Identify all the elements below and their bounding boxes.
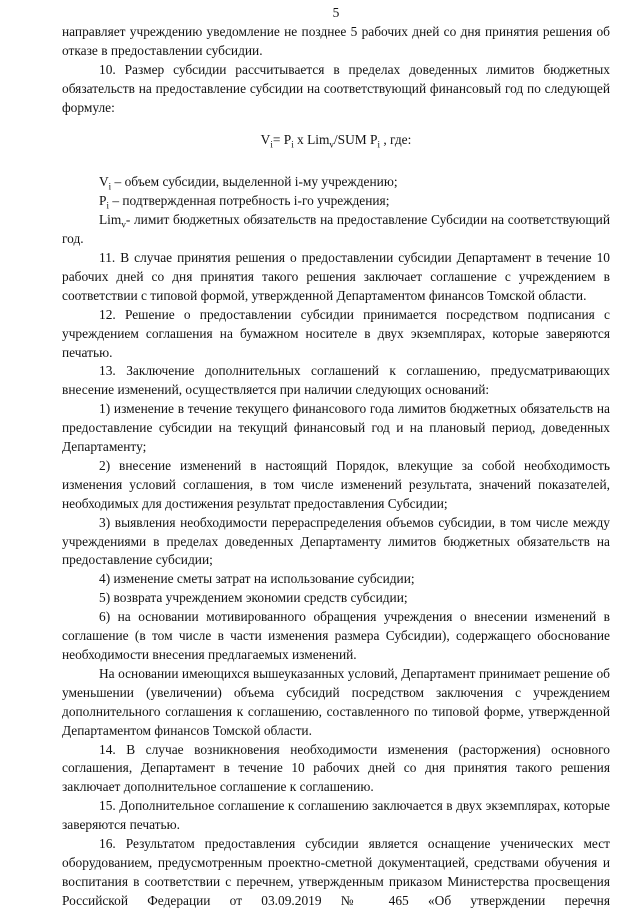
paragraph-13-final: На основании имеющихся вышеуказанных условий, Департамент принимает решение об уменьшении (увеличении) объема субсидий посредством заключения с учреждением дополнительного соглашения к соглашению, составленного по типовой форме, утвержденной Департаментом финансов Томской области.	[62, 665, 610, 738]
definition-lim: Lim$_v$- лимит бюджетных обязательств на предоставление Субсидии на соответствующий год.	[62, 212, 610, 247]
paragraph-13-item-2: 2) внесение изменений в настоящий Порядок, влекущие за собой необходимость изменения условий соглашения, в том числе изменений результата, значений показателей, необходимых для достижения результат предоставления Субсидии;	[62, 457, 610, 511]
paragraph-13-item-5: 5) возврата учреждением экономии средств субсидии;	[99, 590, 408, 606]
paragraph-16: 16. Результатом предоставления субсидии является оснащение ученических мест оборудованием, предусмотренным проектно-сметной документацией, средствами обучения и воспитания в соответствии с перечнем, утвержденным приказом Министерства просвещения Российской Федерации от 03.09.2019 № 465 «Об утверждении перечня	[62, 836, 610, 908]
paragraph-13-item-3: 3) выявления необходимости перераспределения объемов субсидии, в том числе между учреждениями в пределах доведенных Департаменту лимитов бюджетных обязательств на предоставление субсидии;	[62, 514, 610, 568]
paragraph-13-item-1: 1) изменение в течение текущего финансового года лимитов бюджетных обязательств на предоставление субсидии на текущий финансовый год и на плановый период, доведенных Департаменту;	[62, 401, 610, 455]
formula: $V_i= P_i$ x Lim$_v$/SUM $P_i$ , где:	[260, 132, 412, 151]
paragraph-15: 15. Дополнительное соглашение к соглашению заключается в двух экземплярах, которые заверяются печатью.	[62, 798, 610, 833]
paragraph-13: 13. Заключение дополнительных соглашений к соглашению, предусматривающих внесение изменений, осуществляется при наличии следующих оснований:	[62, 363, 610, 398]
paragraph-10: 10. Размер субсидии рассчитывается в пределах доведенных лимитов бюджетных обязательств на предоставление субсидии на соответствующий финансовый год по следующей формуле:	[62, 61, 610, 115]
paragraph-13-item-6: 6) на основании мотивированного обращения учреждения о внесении изменений в соглашение (в том числе в части изменения размера Субсидии), содержащего обоснование необходимости внесения предлагаемых изменений.	[62, 609, 610, 662]
paragraph-continuation: направляет учреждению уведомление не позднее 5 рабочих дней со дня принятия решения об отказе в предоставлении субсидии.	[62, 23, 610, 58]
paragraph-14: 14. В случае возникновения необходимости изменения (расторжения) основного соглашения, Департамент в течение 10 рабочих дней со дня принятия такого решения заключает дополнительное соглашение к соглашению.	[62, 741, 610, 795]
page-number: 5	[332, 5, 340, 20]
paragraph-12: 12. Решение о предоставлении субсидии принимается посредством подписания с учреждением соглашения на бумажном носителе в двух экземплярах, которые заверяются печатью.	[62, 306, 610, 360]
paragraph-13-item-4: 4) изменение сметы затрат на использование субсидии;	[99, 571, 415, 587]
paragraph-11: 11. В случае принятия решения о предоставлении субсидии Департамент в течение 10 рабочих дней со дня принятия такого решения заключает соглашение с учреждением в соответствии с типовой формой, утвержденной Департаментом финансов Томской области.	[62, 249, 610, 303]
definition-p: $P_i$ – подтвержденная потребность i-го учреждения;	[99, 193, 390, 211]
definition-v: $V_i$ – объем субсидии, выделенной i-му учреждению;	[99, 174, 398, 193]
